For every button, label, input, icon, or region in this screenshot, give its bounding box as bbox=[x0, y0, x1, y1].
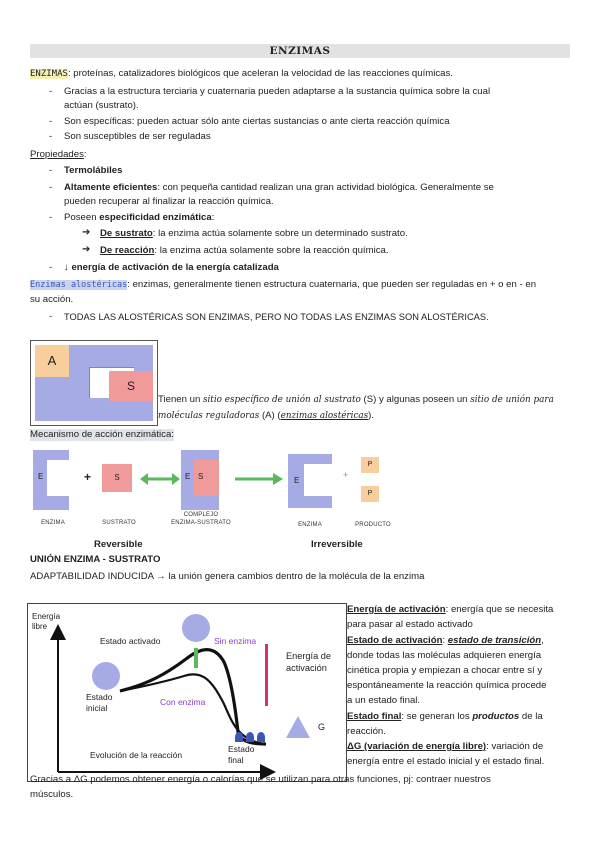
bullet-dash: - bbox=[49, 86, 53, 97]
label-sustrato: SUSTRATO bbox=[102, 520, 136, 526]
def-line: donde todas las moléculas adquieren energía bbox=[347, 650, 542, 661]
label-energia-activacion: Energía de activación bbox=[286, 651, 331, 673]
intro-text: : proteínas, catalizadores biológicos que aceleran la velocidad de las reacciones químicas. bbox=[67, 68, 453, 79]
label-reversible: Reversible bbox=[94, 539, 143, 550]
label-sin-enzima: Sin enzima bbox=[214, 636, 257, 646]
arrow-right-icon bbox=[235, 472, 283, 486]
label-g: G bbox=[318, 722, 326, 732]
def-line: energía entre el estado inicial y el estado final. bbox=[347, 756, 545, 767]
plus-sign-small: + bbox=[343, 470, 349, 480]
page-title: ENZIMAS bbox=[269, 45, 331, 57]
energy-graph bbox=[27, 603, 347, 782]
def-line: para pasar al estado activado bbox=[347, 619, 473, 630]
def-energia-activacion: Energía de activación: energía que se necesita bbox=[347, 604, 554, 615]
label-estado-final: Estado final bbox=[228, 744, 255, 765]
arrow-icon: ➔ bbox=[82, 227, 91, 238]
label-complejo: COMPLEJO bbox=[183, 512, 219, 518]
enzyme-free-letter: E bbox=[294, 476, 300, 485]
def-estado-activacion: Estado de activación: estado de transición, bbox=[347, 635, 544, 646]
label-estado-inicial: Estado inicial bbox=[86, 692, 113, 713]
substrate-block: S bbox=[102, 464, 132, 492]
alost-line: Enzimas alostéricas: enzimas, generalmente tienen estructura cuaternaria, que pueden ser reguladas en + o en - en bbox=[30, 279, 537, 290]
closing-line-2: músculos. bbox=[30, 789, 74, 800]
label-producto: PRODUCTO bbox=[355, 522, 391, 528]
def-line: espontáneamente la reacción química procede bbox=[347, 680, 547, 691]
union-heading: UNIÓN ENZIMA - SUSTRATO bbox=[30, 554, 161, 565]
def-estado-final: Estado final: se generan los productos de la bbox=[347, 711, 543, 722]
def-line: cinética propia y empiezan a chocar entre sí y bbox=[347, 665, 543, 676]
intro-label: ENZIMAS bbox=[30, 69, 68, 79]
allo-caption-1: Tienen un sitio específico de unión al sustrato (S) y algunas poseen un sitio de unión para bbox=[158, 394, 554, 405]
intro-line bbox=[30, 68, 453, 80]
enzyme-notch bbox=[47, 460, 69, 496]
activation-energy-bar bbox=[265, 644, 268, 706]
prop-termolabiles: Termolábiles bbox=[64, 165, 123, 176]
def-delta-g: ΔG (variación de energía libre): variación de bbox=[347, 741, 544, 752]
bullet-text: Son susceptibles de ser reguladas bbox=[64, 131, 211, 142]
bullet-dash: - bbox=[49, 131, 53, 142]
alost-bullet: TODAS LAS ALOSTÉRICAS SON ENZIMAS, PERO NO TODAS LAS ENZIMAS SON ALOSTÉRICAS. bbox=[64, 312, 489, 322]
initial-ball bbox=[92, 662, 120, 690]
ylabel: Energía libre bbox=[32, 612, 61, 631]
delta-icon bbox=[286, 716, 310, 738]
bullet-text: Gracias a la estructura terciaria y cuaternaria pueden adaptarse a la sustancia química sobre la cual bbox=[64, 86, 491, 97]
arrow-icon: ➔ bbox=[82, 244, 91, 255]
label-con-enzima: Con enzima bbox=[160, 697, 206, 707]
label-enzima: ENZIMA bbox=[41, 520, 65, 526]
bullet-dash: - bbox=[49, 212, 53, 223]
activated-ball bbox=[182, 614, 210, 642]
label-irreversible: Irreversible bbox=[311, 539, 363, 550]
bullet-dash: - bbox=[49, 165, 53, 176]
label-enzima-2: ENZIMA bbox=[298, 522, 322, 528]
prop-especificidad: Poseen especificidad enzimática: bbox=[64, 212, 215, 223]
def-line: reacción. bbox=[347, 726, 386, 737]
product-p1: P bbox=[361, 457, 379, 473]
prop-eficientes: Altamente eficientes: con pequeña cantidad realizan una gran actividad biológica. Generalmente se bbox=[64, 182, 494, 193]
propiedades-heading: Propiedades: bbox=[30, 149, 87, 160]
prop-energia: ↓ energía de activación de la energía catalizada bbox=[64, 262, 279, 273]
allosteric-figure bbox=[30, 340, 158, 426]
bullet-dash: - bbox=[49, 182, 53, 193]
double-arrow-icon bbox=[140, 472, 180, 486]
enzyme-free-notch bbox=[304, 464, 332, 496]
union-text: ADAPTABILIDAD INDUCIDA → la unión genera cambios dentro de la molécula de la enzima bbox=[30, 571, 425, 582]
label-complejo-2: ENZIMA-SUSTRATO bbox=[171, 520, 231, 526]
prop-eficientes-cont: pueden recuperar al finalizar la reacción química. bbox=[64, 196, 274, 207]
bullet-dash: - bbox=[49, 262, 53, 273]
final-ball-1 bbox=[235, 732, 243, 742]
sub-sustrato: De sustrato: la enzima actúa solamente sobre un determinado sustrato. bbox=[100, 228, 408, 239]
complex-e: E bbox=[185, 472, 191, 481]
bullet-text: Son específicas: pueden actuar sólo ante ciertas sustancias o ante cierta reacción química bbox=[64, 116, 450, 127]
bullet-text: actúan (sustrato). bbox=[64, 100, 139, 111]
final-ball-2 bbox=[246, 732, 254, 742]
sub-reaccion: De reacción: la enzima actúa solamente sobre la reacción química. bbox=[100, 245, 389, 256]
label-estado-activado: Estado activado bbox=[100, 636, 161, 646]
substrate-s: S bbox=[109, 371, 153, 401]
enzyme-letter: E bbox=[38, 472, 44, 481]
product-p2: P bbox=[361, 486, 379, 502]
regulator-a: A bbox=[35, 345, 69, 377]
bullet-dash: - bbox=[49, 311, 53, 322]
plus-sign: + bbox=[84, 470, 92, 484]
label-evolucion: Evolución de la reacción bbox=[90, 750, 183, 760]
mecanismo-heading: Mecanismo de acción enzimática: bbox=[30, 429, 174, 440]
final-ball-3 bbox=[257, 732, 265, 742]
def-line: a un estado final. bbox=[347, 695, 421, 706]
title-bar bbox=[30, 44, 570, 58]
closing-line: Gracias a ΔG podemos obtener energía o calorías que se utilizan para otras funciones, pj: contraer nuestros bbox=[30, 774, 491, 785]
bullet-dash: - bbox=[49, 116, 53, 127]
allo-caption-2: moléculas reguladoras (A) (enzimas alostéricas). bbox=[158, 410, 375, 421]
alost-line-cont: su acción. bbox=[30, 294, 74, 305]
complex-s: S bbox=[198, 472, 204, 481]
